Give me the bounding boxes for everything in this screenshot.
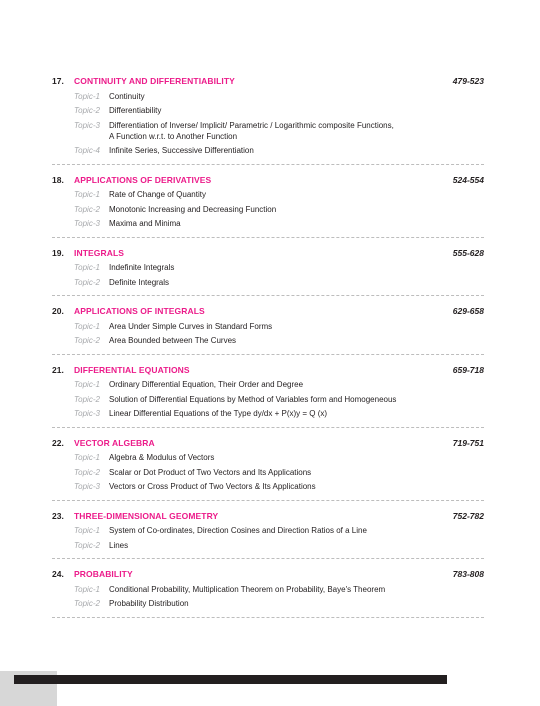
topic-label: Topic-2 xyxy=(74,336,100,345)
chapter-title: APPLICATIONS OF DERIVATIVES xyxy=(74,174,212,185)
topic-row[interactable] xyxy=(52,540,484,551)
topic-list xyxy=(52,584,484,610)
topic-label: Topic-1 xyxy=(74,526,100,535)
topic-title: Differentiation of Inverse/ Implicit/ Parametric / Logarithmic composite Functions, A Function w.r.t. to Another Function xyxy=(109,120,394,141)
topic-label: Topic-4 xyxy=(74,146,100,155)
topic-label: Topic-1 xyxy=(74,91,100,101)
chapter-entry xyxy=(52,508,484,560)
chapter-heading[interactable] xyxy=(52,362,484,378)
table-of-contents xyxy=(52,73,484,625)
topic-row[interactable] xyxy=(52,584,484,595)
topic-row[interactable] xyxy=(52,218,484,229)
topic-title: Indefinite Integrals xyxy=(109,263,175,272)
topic-title: Area Under Simple Curves in Standard Forms xyxy=(109,321,273,331)
chapter-entry xyxy=(52,435,484,501)
chapter-page-range: 524-554 xyxy=(452,174,484,185)
chapter-number: 22. xyxy=(52,437,64,448)
topic-title: Continuity xyxy=(109,91,145,101)
topic-title: Solution of Differential Equations by Method of Variables form and Homogeneous xyxy=(109,394,397,404)
chapter-title: THREE-DIMENSIONAL GEOMETRY xyxy=(74,510,219,521)
page-footer-bar xyxy=(14,675,447,684)
chapter-title: INTEGRALS xyxy=(74,247,125,258)
chapter-number: 21. xyxy=(52,364,64,375)
topic-label: Topic-3 xyxy=(74,120,100,130)
topic-row[interactable] xyxy=(52,335,484,346)
chapter-title: APPLICATIONS OF INTEGRALS xyxy=(74,306,205,316)
topic-label: Topic-1 xyxy=(74,321,100,331)
topic-row[interactable] xyxy=(52,598,484,609)
topic-label: Topic-1 xyxy=(74,453,100,462)
topic-title: Rate of Change of Quantity xyxy=(109,190,206,199)
topic-row[interactable] xyxy=(52,321,484,332)
chapter-page-range: 783-808 xyxy=(452,569,484,579)
topic-label: Topic-2 xyxy=(74,394,100,404)
chapter-entry xyxy=(52,172,484,238)
topic-row[interactable] xyxy=(52,481,484,492)
topic-row[interactable] xyxy=(52,145,484,156)
topic-title: Scalar or Dot Product of Two Vectors and Its Applications xyxy=(109,467,312,477)
topic-row[interactable] xyxy=(52,467,484,478)
topic-title: Differentiability xyxy=(109,106,162,115)
topic-row[interactable] xyxy=(52,91,484,102)
topic-list xyxy=(52,91,484,157)
topic-row[interactable] xyxy=(52,379,484,390)
topic-title: Maxima and Minima xyxy=(109,219,181,228)
chapter-number: 18. xyxy=(52,174,64,185)
chapter-heading[interactable] xyxy=(52,303,484,319)
chapter-page-range: 629-658 xyxy=(452,306,484,316)
topic-label: Topic-2 xyxy=(74,106,100,115)
chapter-title: DIFFERENTIAL EQUATIONS xyxy=(74,364,190,375)
topic-row[interactable] xyxy=(52,105,484,116)
topic-label: Topic-1 xyxy=(74,190,100,199)
chapter-number: 23. xyxy=(52,510,64,521)
topic-title: Vectors or Cross Product of Two Vectors & Its Applications xyxy=(109,482,316,491)
topic-label: Topic-1 xyxy=(74,584,100,594)
topic-row[interactable] xyxy=(52,120,484,142)
topic-title: Conditional Probability, Multiplication Theorem on Probability, Baye's Theorem xyxy=(109,584,386,594)
chapter-heading[interactable] xyxy=(52,566,484,582)
topic-label: Topic-3 xyxy=(74,482,100,491)
chapter-entry xyxy=(52,566,484,618)
chapter-heading[interactable] xyxy=(52,73,484,89)
topic-label: Topic-1 xyxy=(74,263,100,272)
chapter-heading[interactable] xyxy=(52,172,484,188)
chapter-entry xyxy=(52,362,484,428)
topic-title: Linear Differential Equations of the Type dy/dx + P(x)y = Q (x) xyxy=(109,409,328,418)
topic-title: Probability Distribution xyxy=(109,599,189,608)
topic-label: Topic-2 xyxy=(74,204,100,214)
chapter-entry xyxy=(52,73,484,165)
chapter-number: 20. xyxy=(52,306,64,316)
topic-label: Topic-2 xyxy=(74,277,100,287)
chapter-number: 24. xyxy=(52,569,64,579)
topic-label: Topic-1 xyxy=(74,380,100,389)
topic-list xyxy=(52,262,484,288)
chapter-title: CONTINUITY AND DIFFERENTIABILITY xyxy=(74,76,235,86)
topic-title: Algebra & Modulus of Vectors xyxy=(109,453,215,462)
chapter-page-range: 479-523 xyxy=(452,76,484,86)
topic-title: Ordinary Differential Equation, Their Order and Degree xyxy=(109,380,304,389)
topic-row[interactable] xyxy=(52,262,484,273)
topic-row[interactable] xyxy=(52,452,484,463)
topic-list xyxy=(52,189,484,229)
topic-label: Topic-2 xyxy=(74,540,100,550)
chapter-heading[interactable] xyxy=(52,245,484,261)
topic-title: Definite Integrals xyxy=(109,277,170,287)
topic-label: Topic-2 xyxy=(74,467,100,477)
topic-label: Topic-3 xyxy=(74,219,100,228)
chapter-page-range: 659-718 xyxy=(452,364,484,375)
topic-title: System of Co-ordinates, Direction Cosines and Direction Ratios of a Line xyxy=(109,526,367,535)
topic-row[interactable] xyxy=(52,408,484,419)
topic-row[interactable] xyxy=(52,277,484,288)
topic-list xyxy=(52,321,484,347)
chapter-page-range: 555-628 xyxy=(452,247,484,258)
topic-title: Lines xyxy=(109,540,129,550)
topic-list xyxy=(52,452,484,492)
chapter-page-range: 719-751 xyxy=(452,437,484,448)
topic-label: Topic-2 xyxy=(74,599,100,608)
chapter-number: 17. xyxy=(52,76,64,86)
chapter-entry xyxy=(52,303,484,355)
chapter-title: PROBABILITY xyxy=(74,569,133,579)
topic-label: Topic-3 xyxy=(74,409,100,418)
topic-row[interactable] xyxy=(52,394,484,405)
chapter-number: 19. xyxy=(52,247,64,258)
topic-title: Area Bounded between The Curves xyxy=(109,336,237,345)
topic-title: Infinite Series, Successive Differentiation xyxy=(109,146,254,155)
topic-list xyxy=(52,525,484,551)
topic-row[interactable] xyxy=(52,525,484,536)
topic-title: Monotonic Increasing and Decreasing Function xyxy=(109,204,277,214)
chapter-page-range: 752-782 xyxy=(452,510,484,521)
topic-row[interactable] xyxy=(52,204,484,215)
chapter-heading[interactable] xyxy=(52,508,484,524)
topic-list xyxy=(52,379,484,419)
chapter-entry xyxy=(52,245,484,297)
chapter-title: VECTOR ALGEBRA xyxy=(74,437,155,448)
chapter-heading[interactable] xyxy=(52,435,484,451)
topic-row[interactable] xyxy=(52,189,484,200)
